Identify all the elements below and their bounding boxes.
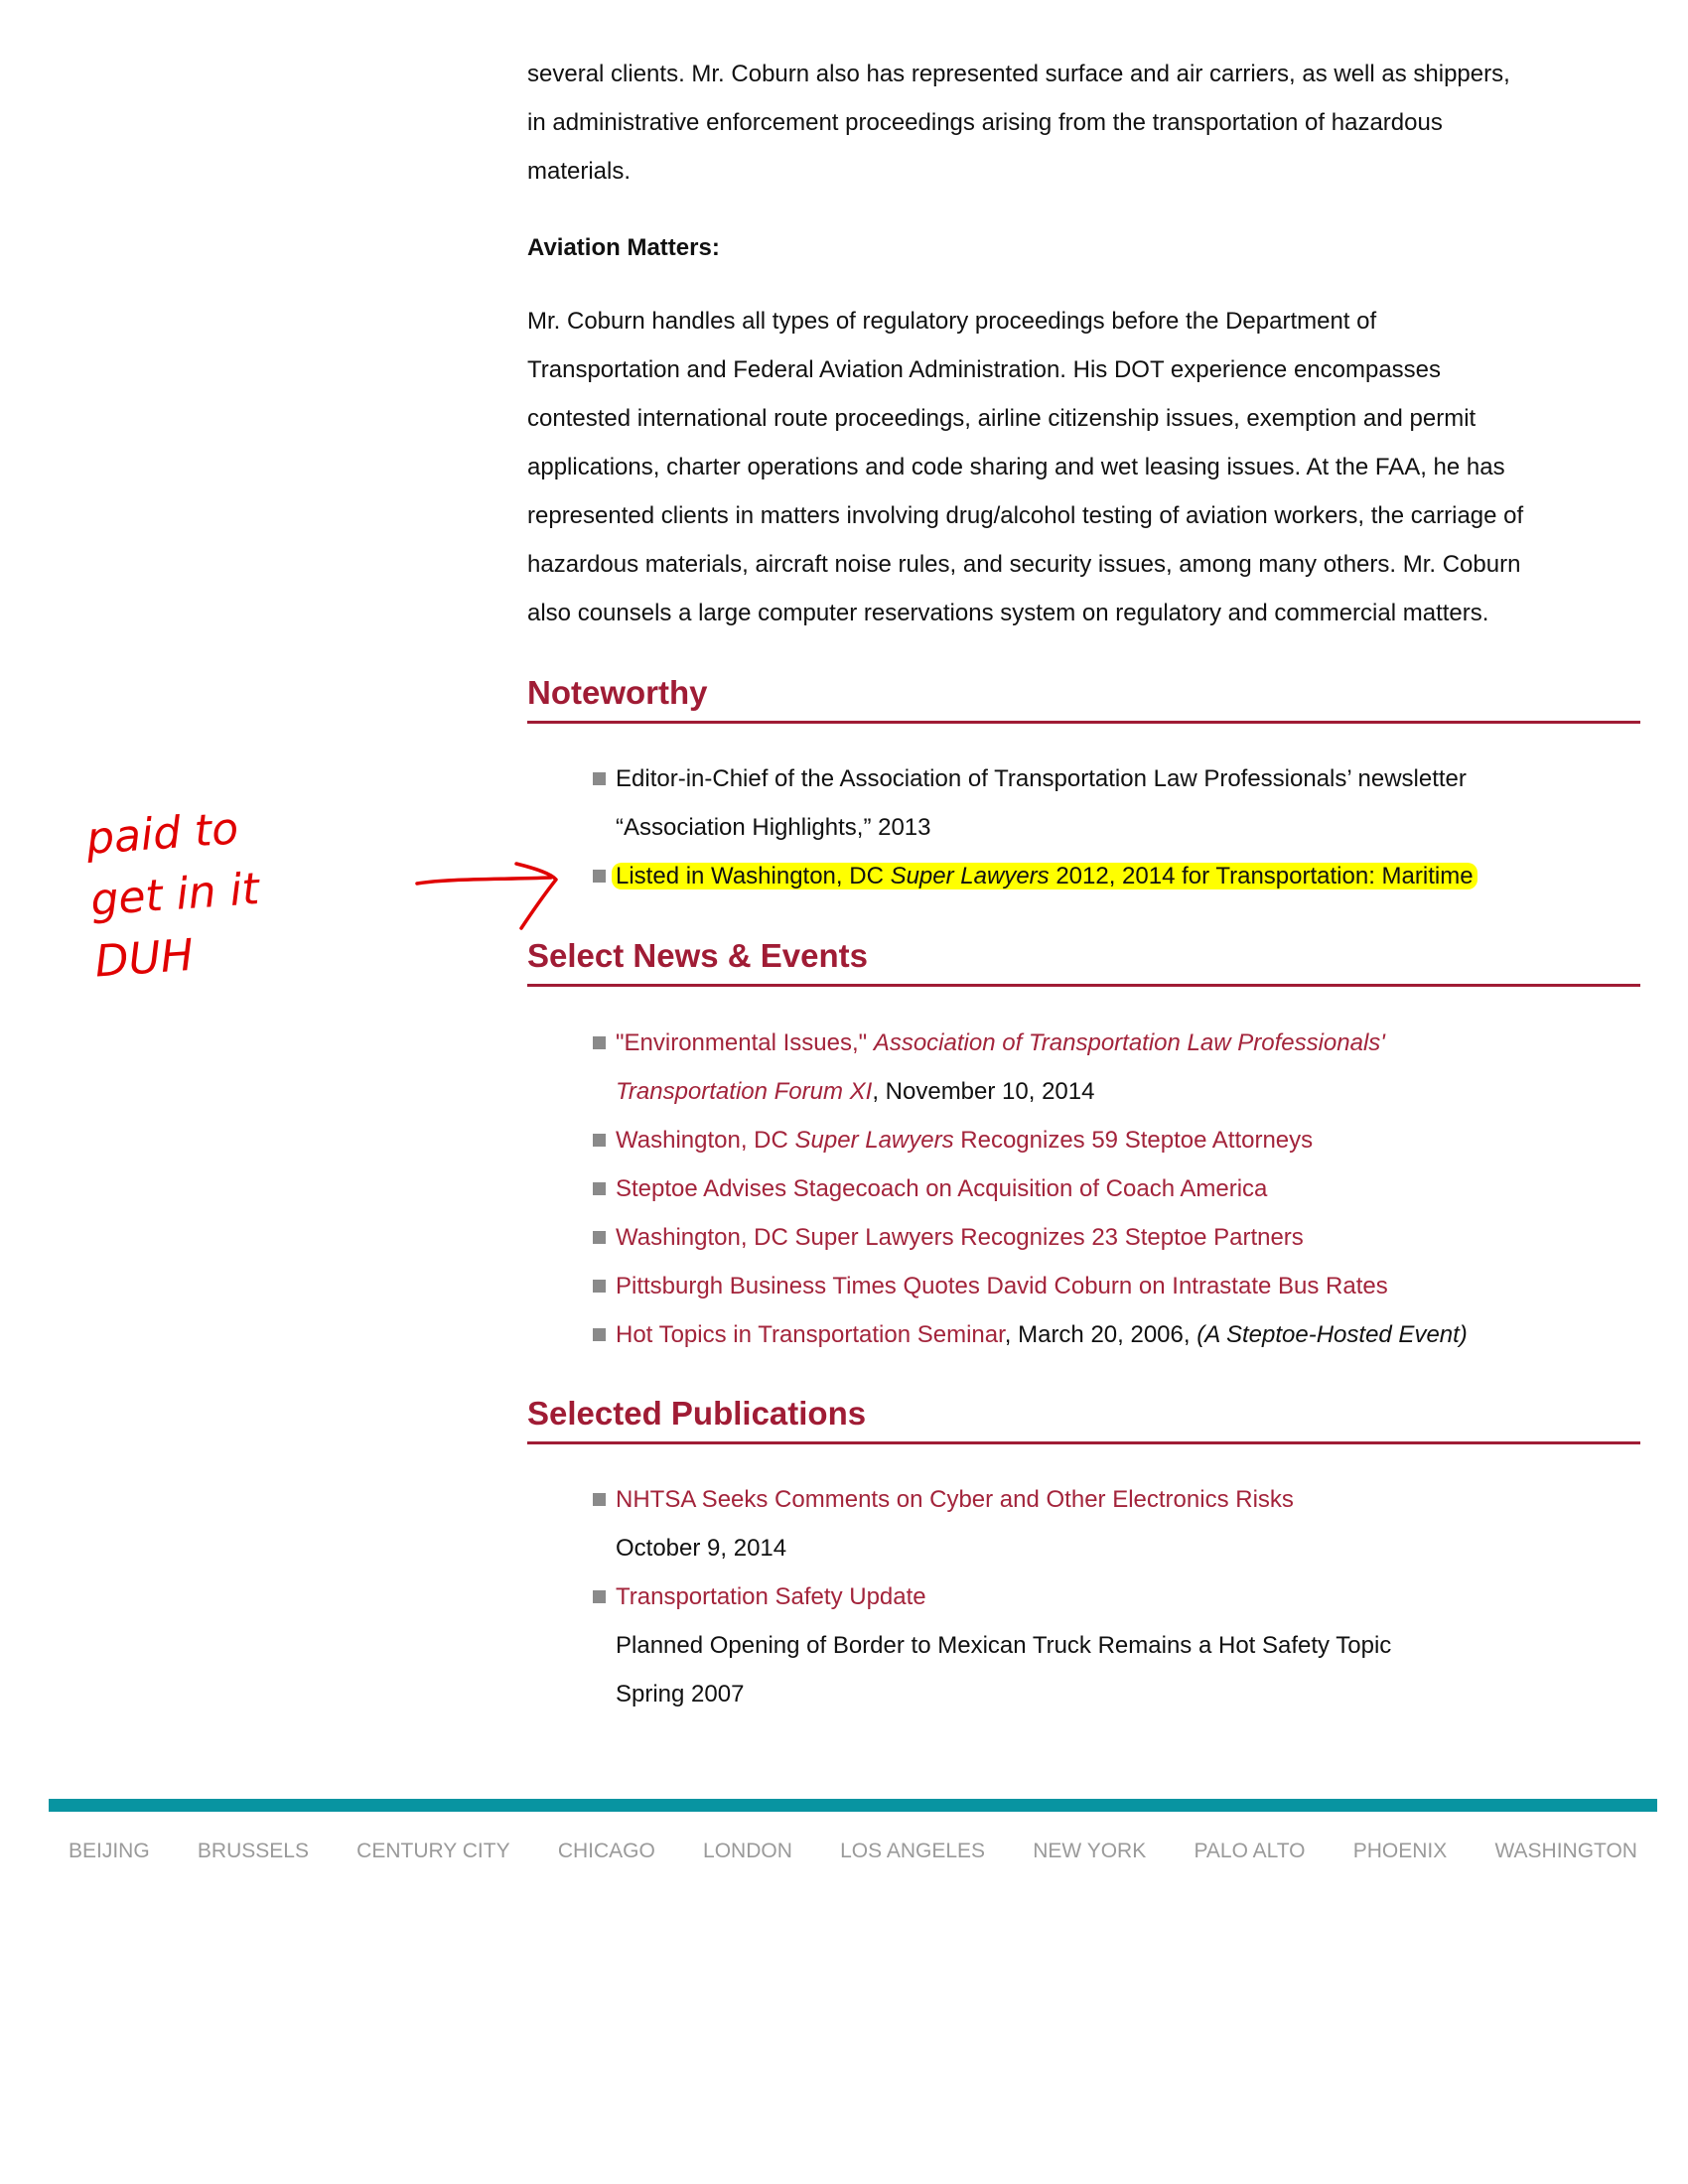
text-line: in administrative enforcement proceedings arising from the transportation of hazardous <box>527 109 1443 136</box>
item-text: Super Lawyers <box>890 863 1050 889</box>
item-text: , November 10, 2014 <box>872 1078 1095 1105</box>
text-line: Transportation and Federal Aviation Administration. His DOT experience encompasses <box>527 356 1442 383</box>
item-text: Planned Opening of Border to Mexican Truck Remains a Hot Safety Topic <box>616 1632 1392 1659</box>
noteworthy-heading: Noteworthy <box>527 673 1640 724</box>
news-link[interactable]: "Environmental Issues," Association of Transportation Law Professionals' Transportation Forum XI <box>616 1029 1385 1105</box>
publications-heading: Selected Publications <box>527 1394 1640 1444</box>
news-link[interactable]: Pittsburgh Business Times Quotes David Coburn on Intrastate Bus Rates <box>616 1273 1388 1299</box>
handwritten-annotation-text: paid to get in it DUH <box>84 803 261 988</box>
item-text: Spring 2007 <box>616 1681 745 1707</box>
text-line: Mr. Coburn handles all types of regulatory proceedings before the Department of <box>527 308 1377 335</box>
city-label: CHICAGO <box>557 1840 655 1862</box>
text-line: materials. <box>527 158 632 185</box>
text-line: represented clients in matters involving drug/alcohol testing of aviation workers, the carriage of <box>527 502 1524 529</box>
publication-link[interactable]: Transportation Safety Update <box>616 1583 926 1610</box>
publication-link[interactable]: NHTSA Seeks Comments on Cyber and Other Electronics Risks <box>616 1486 1294 1513</box>
city-label: LOS ANGELES <box>840 1840 986 1862</box>
item-text: (A Steptoe-Hosted Event) <box>1196 1321 1468 1348</box>
news-link[interactable]: Washington, DC Super Lawyers Recognizes 59 Steptoe Attorneys <box>616 1127 1314 1154</box>
city-label: CENTURY CITY <box>356 1840 510 1862</box>
city-label: NEW YORK <box>1033 1840 1147 1862</box>
city-label: PALO ALTO <box>1194 1840 1306 1862</box>
item-text: 2012, 2014 for Transportation: Maritime <box>1049 863 1474 889</box>
arrow-icon <box>417 864 556 928</box>
item-text: Listed in Washington, DC <box>616 863 891 889</box>
item-text: , March 20, 2006, <box>1004 1321 1197 1348</box>
text-line: contested international route proceedings, airline citizenship issues, exemption and permit <box>527 405 1477 432</box>
city-label: PHOENIX <box>1352 1840 1448 1862</box>
city-label: LONDON <box>703 1840 792 1862</box>
news-link[interactable]: Steptoe Advises Stagecoach on Acquisition of Coach America <box>616 1175 1268 1202</box>
text-line: several clients. Mr. Coburn also has represented surface and air carriers, as well as shippers, <box>527 61 1510 87</box>
news-link[interactable]: Hot Topics in Transportation Seminar <box>616 1321 1005 1348</box>
text-line: also counsels a large computer reservations system on regulatory and commercial matters. <box>527 600 1489 626</box>
item-text: October 9, 2014 <box>616 1535 787 1562</box>
text-line: applications, charter operations and code sharing and wet leasing issues. At the FAA, he has <box>527 454 1505 480</box>
news-link[interactable]: Washington, DC Super Lawyers Recognizes 23 Steptoe Partners <box>616 1224 1304 1251</box>
news-heading: Select News & Events <box>527 936 1640 987</box>
text-line: hazardous materials, aircraft noise rules, and security issues, among many others. Mr. Coburn <box>527 551 1521 578</box>
item-text: Editor-in-Chief of the Association of Transportation Law Professionals’ newsletter <box>616 765 1467 792</box>
city-label: BEIJING <box>69 1840 150 1862</box>
aviation-heading: Aviation Matters: <box>527 234 720 261</box>
city-label: WASHINGTON <box>1494 1840 1637 1862</box>
item-text: “Association Highlights,” 2013 <box>616 814 931 841</box>
city-label: BRUSSELS <box>197 1840 309 1862</box>
